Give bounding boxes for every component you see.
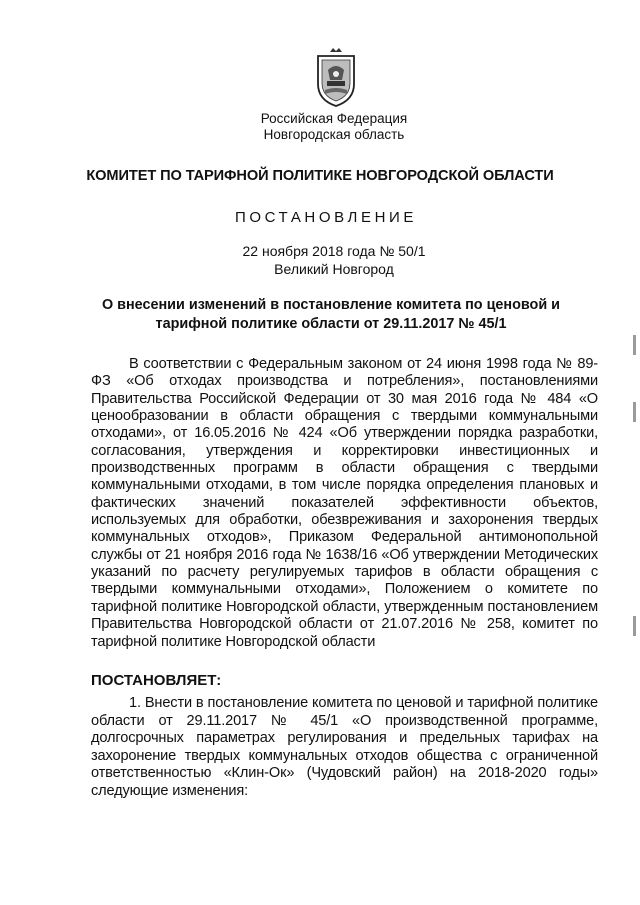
city: Великий Новгород [274, 261, 394, 277]
header-country: Российская Федерация [260, 111, 408, 126]
resolves-heading: ПОСТАНОВЛЯЕТ: [91, 672, 222, 689]
document-title: О внесении изменений в постановление комитета по ценовой и тарифной политике области от 29.11.2017 № 45/1 [101, 297, 561, 332]
committee-name: КОМИТЕТ ПО ТАРИФНОЙ ПОЛИТИКЕ НОВГОРОДСКОЙ ОБЛАСТИ [86, 168, 554, 184]
scan-edge-mark [633, 402, 636, 422]
document-type: ПОСТАНОВЛЕНИЕ [234, 209, 418, 226]
preamble-paragraph: В соответствии с Федеральным законом от 24 июня 1998 года № 89-ФЗ «Об отходах производства и потребления», постановлениями Правительства Российской Федерации от 30 мая 2016 года № 484 «О ценообразовании в области обращения с твердыми коммунальными отходами», от 16.05.2016 № 424 «Об утверждении порядка разработки, согласования, утверждения и корректировки инвестиционных и производственных программ в области обращения с твердыми коммунальными отходами, в том числе порядка определения плановых и фактических значений показателей эффективности объектов, используемых для обработки, обезвреживания и захоронения твердых коммунальных отходов», Приказом Федеральной антимонопольной службы от 21 ноября 2016 года № 1638/16 «Об утверждении Методических указаний по расчету регулируемых тарифов в области обращения с твердыми коммунальными отходами», Положением о комитете по тарифной политике Новгородской области, утвержденным постановлением Правительства Новгородской области от 21.07.2016 № 258, комитет по тарифной политике Новгородской области [91, 356, 598, 650]
item-1-paragraph: 1. Внести в постановление комитета по ценовой и тарифной политике области от 29.11.2017 № 45/1 «О производственной программе, долгосрочных параметрах регулирования и предельных тарифах на захоронение твердых коммунальных отходов общества с ограниченной ответственностью «Клин-Ок» (Чудовский район) на 2018-2020 годы» следующие изменения: [91, 695, 598, 799]
header-region: Новгородская область [263, 127, 405, 142]
scan-edge-mark [633, 335, 636, 355]
scan-edge-mark [633, 616, 636, 636]
date-number: 22 ноября 2018 года № 50/1 [242, 243, 426, 259]
coat-of-arms-icon [310, 48, 362, 108]
